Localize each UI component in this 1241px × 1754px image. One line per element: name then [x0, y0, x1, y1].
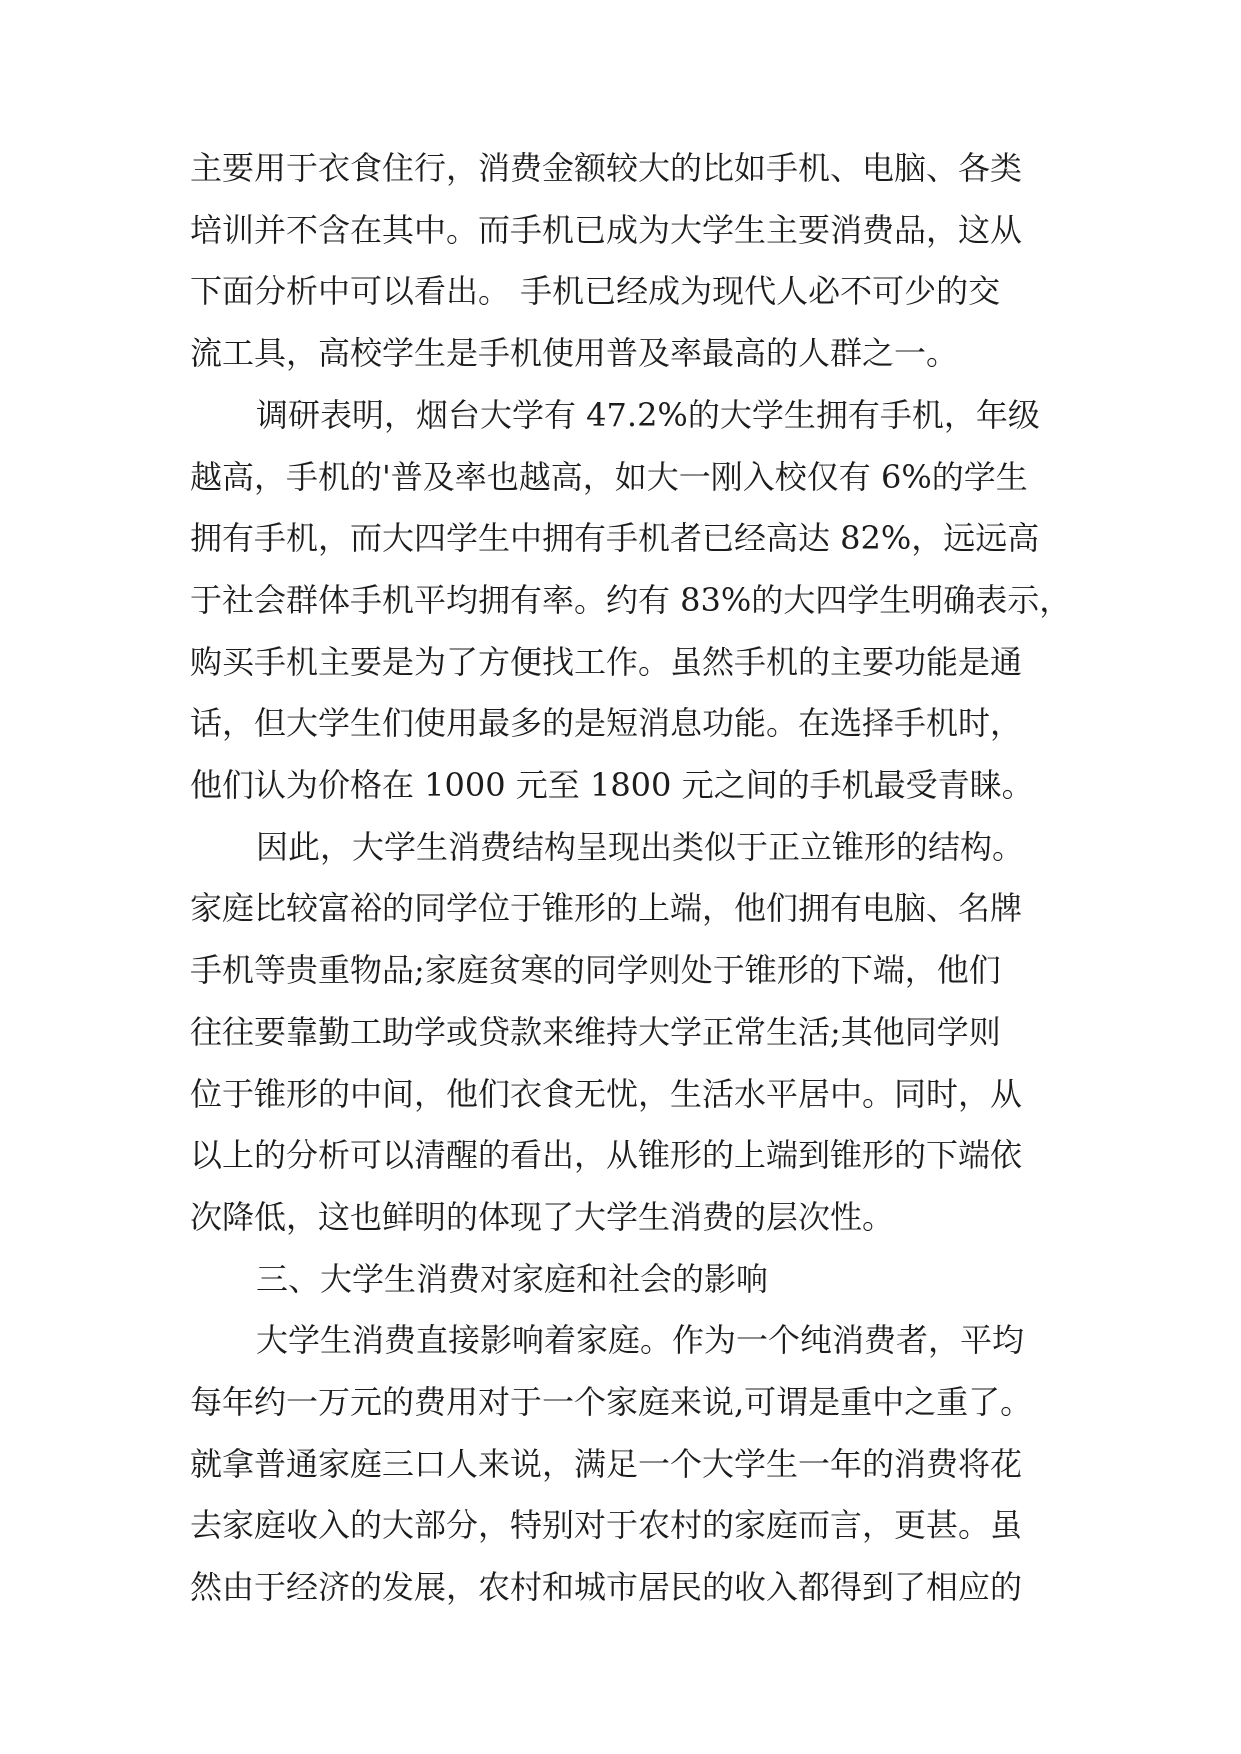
- text-line: 大学生消费直接影响着家庭。作为一个纯消费者，平均: [256, 1321, 1025, 1359]
- text-line: 然由于经济的发展，农村和城市居民的收入都得到了相应的: [190, 1568, 1023, 1606]
- text-line: 主要用于衣食住行，消费金额较大的比如手机、电脑、各类: [190, 149, 1023, 187]
- text-line: 每年约一万元的费用对于一个家庭来说,可谓是重中之重了。: [190, 1383, 1033, 1421]
- text-line: 下面分析中可以看出。 手机已经成为现代人必不可少的交: [190, 272, 1001, 310]
- text-line: 购买手机主要是为了方便找工作。虽然手机的主要功能是通: [190, 643, 1023, 681]
- text-line: 越高，手机的'普及率也越高，如大一刚入校仅有 6%的学生: [190, 458, 1028, 496]
- section-heading: 三、大学生消费对家庭和社会的影响: [256, 1260, 769, 1298]
- text-line: 调研表明，烟台大学有 47.2%的大学生拥有手机，年级: [256, 396, 1040, 434]
- text-line: 去家庭收入的大部分，特别对于农村的家庭而言，更甚。虽: [190, 1506, 1023, 1544]
- text-line: 次降低，这也鲜明的体现了大学生消费的层次性。: [190, 1198, 895, 1236]
- text-line: 拥有手机，而大四学生中拥有手机者已经高达 82%，远远高: [190, 519, 1040, 557]
- text-line: 流工具，高校学生是手机使用普及率最高的人群之一。: [190, 334, 959, 372]
- text-line: 就拿普通家庭三口人来说，满足一个大学生一年的消费将花: [190, 1445, 1023, 1483]
- text-line: 他们认为价格在 1000 元至 1800 元之间的手机最受青睐。: [190, 766, 1034, 804]
- text-line: 因此，大学生消费结构呈现出类似于正立锥形的结构。: [256, 828, 1025, 866]
- text-line: 往往要靠勤工助学或贷款来维持大学正常生活;其他同学则: [190, 1013, 1001, 1051]
- text-line: 手机等贵重物品;家庭贫寒的同学则处于锥形的下端，他们: [190, 951, 1001, 989]
- text-line: 话，但大学生们使用最多的是短消息功能。在选择手机时，: [190, 704, 1023, 742]
- text-line: 培训并不含在其中。而手机已成为大学生主要消费品，这从: [190, 211, 1023, 249]
- text-line: 家庭比较富裕的同学位于锥形的上端，他们拥有电脑、名牌: [190, 889, 1023, 927]
- text-line: 位于锥形的中间，他们衣食无忧，生活水平居中。同时，从: [190, 1075, 1023, 1113]
- text-line: 于社会群体手机平均拥有率。约有 83%的大四学生明确表示，: [190, 581, 1072, 619]
- text-line: 以上的分析可以清醒的看出，从锥形的上端到锥形的下端依: [190, 1136, 1023, 1174]
